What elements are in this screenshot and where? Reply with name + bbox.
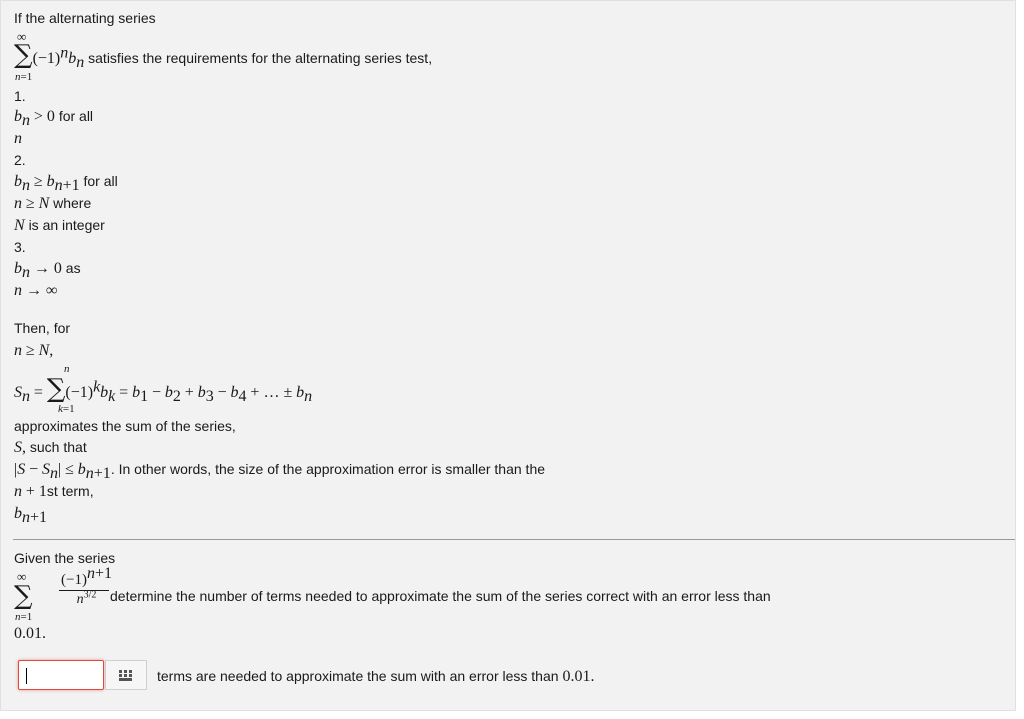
series-tail: satisfies the requirements for the alternating series test, (88, 50, 433, 66)
given-sum-upper: ∞ (17, 569, 27, 584)
condition-2-line-c: N is an integer (14, 217, 105, 234)
condition-2-line-a: $b_n \ge b_{n+1}$ for all (14, 173, 118, 194)
fraction-numerator: $(-1)^{n+1}$ (61, 565, 112, 588)
nth-term-line: n + 1st term, (14, 483, 94, 500)
condition-1-number: 1. (14, 88, 26, 104)
condition-3-line-a: $b_n \to 0$ as (14, 260, 81, 281)
b-n-plus-1: $b_{n+1}$ (14, 505, 48, 526)
sum-upper-limit: ∞ (17, 29, 27, 44)
error-value: 0.01. (14, 625, 46, 642)
intro-text: If the alternating series (14, 10, 156, 26)
answer-input[interactable] (18, 660, 104, 690)
approximates-text: approximates the sum of the series, (14, 418, 236, 434)
condition-2-number: 2. (14, 152, 26, 168)
determine-text: determine the number of terms needed to approximate the sum of the series correct with an error less than (110, 588, 771, 604)
fraction-denominator: $n^{3/2}$ (76, 589, 97, 607)
n-ge-N: n ≥ N, (14, 342, 54, 359)
condition-1-line-b: n (14, 130, 22, 147)
series-line: $\sum(-1)^nb_n$ satisfies the requirements for the alternating series test, (14, 40, 433, 71)
given-sum-lower: n=1 (15, 611, 33, 623)
given-sigma: ∑ (14, 581, 33, 611)
then-for-text: Then, for (14, 320, 71, 336)
error-bound-line: $|S - S_n| \le b_{n+1}$. In other words, the size of the approximation error is smaller than the (14, 461, 546, 482)
series-fraction (59, 565, 114, 608)
partial-sum-lower: k=1 (58, 403, 75, 415)
partial-sum-upper: n (64, 363, 70, 375)
text-caret (26, 668, 27, 684)
given-text: Given the series (14, 550, 116, 566)
partial-sum-formula: $S_n = \sum(-1)^kb_k = b_1 - b_2 + b_3 - b_4$ + … ± $b_n$ (14, 374, 313, 405)
condition-3-line-b: n → ∞ (14, 282, 58, 299)
s-such-that: S, such that (14, 439, 87, 456)
condition-2-line-b: n ≥ N where (14, 195, 92, 212)
answer-suffix: terms are needed to approximate the sum with an error less than 0.01. (157, 668, 595, 685)
math-keyboard-button[interactable] (105, 660, 147, 690)
divider (13, 539, 1015, 540)
condition-3-number: 3. (14, 239, 26, 255)
sum-lower-limit: n=1 (15, 71, 33, 83)
condition-1-line-a: $b_n > 0$ for all (14, 108, 94, 129)
sigma-symbol: ∑ (14, 40, 33, 70)
keypad-icon (106, 661, 146, 689)
